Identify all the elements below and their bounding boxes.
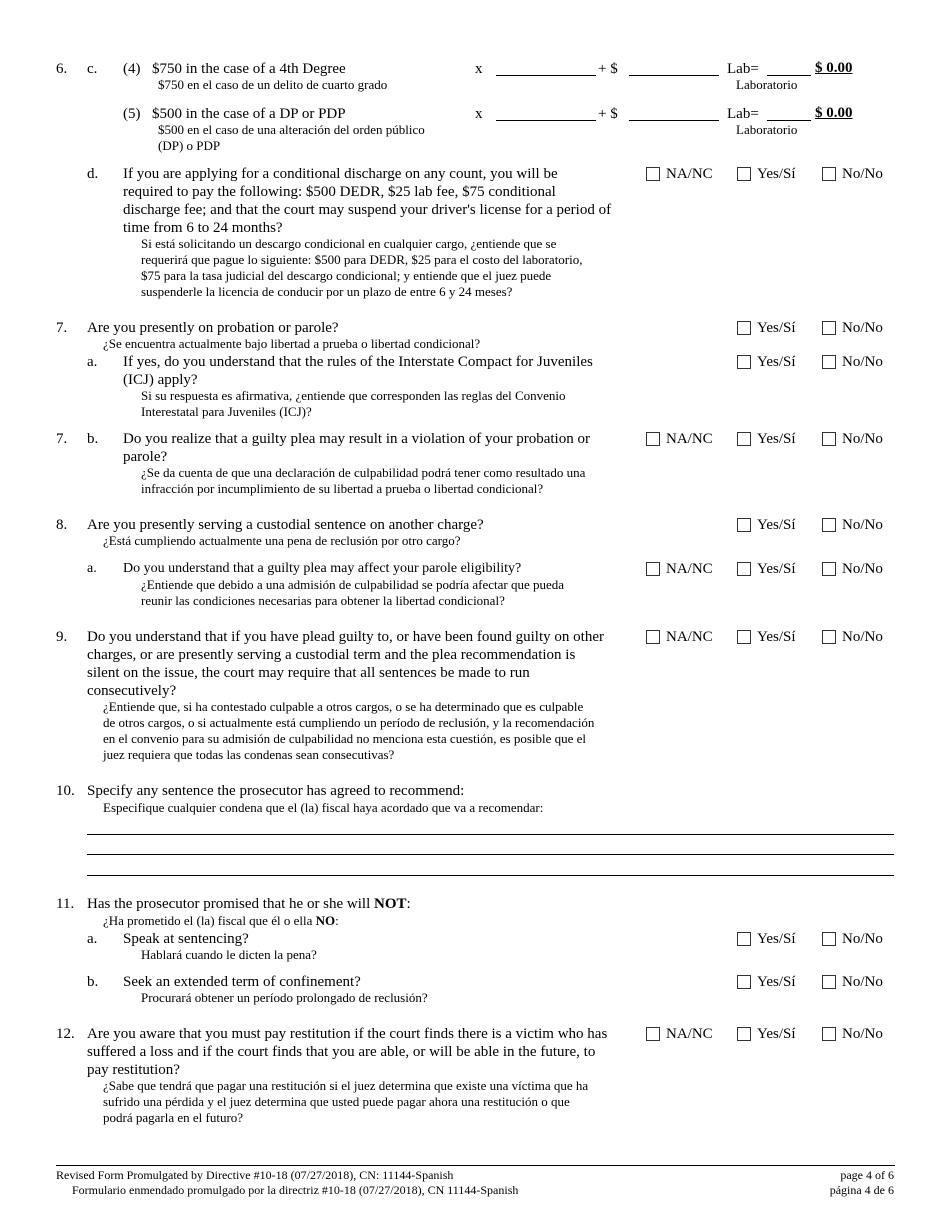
item-6d-text-es-1: Si está solicitando un descargo condicional en cualquier cargo, ¿entiende que se	[141, 236, 557, 251]
yes-checkbox[interactable]	[737, 321, 751, 335]
item-8a-na-option[interactable]	[646, 560, 713, 578]
item-6c5-lab-field[interactable]	[767, 120, 811, 121]
item-9-text-es-3: en el convenio para su admisión de culpabilidad no menciona esta cuestión, es posible que el	[103, 731, 587, 746]
item-8-number: 8.	[56, 517, 68, 533]
na-checkbox[interactable]	[646, 432, 660, 446]
item-8-yes-option[interactable]	[737, 516, 796, 534]
item-6c4-text-es: $750 en el caso de un delito de cuarto grado	[158, 77, 388, 92]
item-10-number: 10.	[56, 783, 75, 799]
item-7b-letter: b.	[87, 431, 99, 447]
no-checkbox[interactable]	[822, 321, 836, 335]
footer-form-info: Revised Form Promulgated by Directive #10-18 (07/27/2018), CN: 11144-Spanish	[56, 1168, 454, 1182]
na-label: NA/NC	[666, 431, 713, 447]
item-11-text-es: ¿Ha prometido el (la) fiscal que él o ella NO:	[103, 913, 339, 928]
item-11-number: 11.	[56, 896, 75, 912]
yes-label: Yes/Sí	[757, 561, 796, 577]
yes-label: Yes/Sí	[757, 629, 796, 645]
yes-checkbox[interactable]	[737, 932, 751, 946]
item-8a-text-es-1: ¿Entiende que debido a una admisión de culpabilidad se podría afectar que pueda	[141, 577, 565, 592]
na-checkbox[interactable]	[646, 1027, 660, 1041]
item-6c4-count-field[interactable]	[496, 75, 596, 76]
item-6c5-text-es-1: $500 en el caso de una alteración del orden público	[158, 122, 425, 137]
no-label: No/No	[842, 931, 883, 947]
yes-checkbox[interactable]	[737, 562, 751, 576]
page-number: page 4 of 6	[840, 1168, 894, 1182]
yes-checkbox[interactable]	[737, 1027, 751, 1041]
yes-label: Yes/Sí	[757, 166, 796, 182]
item-6c5-text: $500 in the case of a DP or PDP	[152, 106, 346, 122]
item-8a-no-option[interactable]	[822, 560, 883, 578]
item-10-text-es: Especifique cualquier condena que el (la) fiscal haya acordado que va a recomendar:	[103, 800, 544, 815]
na-checkbox[interactable]	[646, 630, 660, 644]
item-8-no-option[interactable]	[822, 516, 883, 534]
item-9-text-2: charges, or are presently serving a custodial term and the plea recommendation is	[87, 647, 576, 663]
item-11b-yes-option[interactable]	[737, 973, 796, 991]
item-6c4-amount-field[interactable]	[629, 75, 719, 76]
item-6c5-count-field[interactable]	[496, 120, 596, 121]
item-6d-na-option[interactable]	[646, 165, 713, 183]
item-6c4-number: (4)	[123, 61, 141, 77]
item-6c5-amount-field[interactable]	[629, 120, 719, 121]
item-7b-no-option[interactable]	[822, 430, 883, 448]
yes-label: Yes/Sí	[757, 931, 796, 947]
no-checkbox[interactable]	[822, 167, 836, 181]
item-9-text-es-4: juez requiera que todas las condenas sean consecutivas?	[103, 747, 395, 762]
item-12-na-option[interactable]	[646, 1025, 713, 1043]
no-label: No/No	[842, 629, 883, 645]
item-11a-text-es: Hablará cuando le dicten la pena?	[141, 947, 317, 962]
item-8a-yes-option[interactable]	[737, 560, 796, 578]
lab-label-es: Laboratorio	[736, 122, 798, 137]
item-7b-number: 7.	[56, 431, 68, 447]
item-7-number: 7.	[56, 320, 68, 336]
page-number-es: página 4 de 6	[829, 1183, 894, 1197]
item-9-number: 9.	[56, 629, 68, 645]
item-7b-text-2: parole?	[123, 449, 168, 465]
item-6-number: 6.	[56, 61, 68, 77]
item-6d-letter: d.	[87, 166, 99, 182]
item-6c4-text: $750 in the case of a 4th Degree	[152, 61, 346, 77]
item-7b-text-es-2: infracción por incumplimiento de su libertad a prueba o libertad condicional?	[141, 481, 544, 496]
item-12-no-option[interactable]	[822, 1025, 883, 1043]
item-7b-na-option[interactable]	[646, 430, 713, 448]
no-checkbox[interactable]	[822, 630, 836, 644]
yes-checkbox[interactable]	[737, 518, 751, 532]
item-6d-text-4: time from 6 to 24 months?	[123, 220, 283, 236]
item-7-yes-option[interactable]	[737, 319, 796, 337]
item-7-no-option[interactable]	[822, 319, 883, 337]
item-7a-text-es-1: Si su respuesta es afirmativa, ¿entiende que corresponden las reglas del Convenio	[141, 388, 566, 403]
footer-form-info-es: Formulario enmendado promulgado por la directriz #10-18 (07/27/2018), CN 11144-Spanish	[72, 1183, 519, 1197]
yes-label: Yes/Sí	[757, 517, 796, 533]
item-6d-no-option[interactable]	[822, 165, 883, 183]
item-10-text: Specify any sentence the prosecutor has agreed to recommend:	[87, 783, 465, 799]
item-6c5-text-es-2: (DP) o PDP	[158, 138, 221, 153]
item-12-number: 12.	[56, 1026, 75, 1042]
no-label: No/No	[842, 166, 883, 182]
item-11a-letter: a.	[87, 931, 98, 947]
item-6d-text-es-3: $75 para la tasa judicial del descargo condicional; y entiende que el juez puede	[141, 268, 552, 283]
na-checkbox[interactable]	[646, 167, 660, 181]
item-11b-text: Seek an extended term of confinement?	[123, 974, 361, 990]
item-11b-text-es: Procurará obtener un período prolongado de reclusión?	[141, 990, 428, 1005]
item-7-text: Are you presently on probation or parole?	[87, 320, 339, 336]
yes-checkbox[interactable]	[737, 432, 751, 446]
no-label: No/No	[842, 517, 883, 533]
item-6c-letter: c.	[87, 61, 98, 77]
recommendation-line-1[interactable]	[87, 834, 894, 835]
item-6c5-number: (5)	[123, 106, 141, 122]
item-8a-text-es-2: reunir las condiciones necesarias para obtener la libertad condicional?	[141, 593, 505, 608]
item-12-text-es-2: sufrido una pérdida y el juez determina que usted puede pagar ahora una restitución o que	[103, 1094, 570, 1109]
plus-dollar-label: + $	[598, 106, 618, 122]
item-12-text-3: pay restitution?	[87, 1062, 180, 1078]
item-6d-text-1: If you are applying for a conditional discharge on any count, you will be	[123, 166, 558, 182]
no-label: No/No	[842, 974, 883, 990]
item-8-text: Are you presently serving a custodial sentence on another charge?	[87, 517, 484, 533]
yes-checkbox[interactable]	[737, 630, 751, 644]
footer-divider	[56, 1165, 895, 1166]
no-label: No/No	[842, 561, 883, 577]
item-8-text-es: ¿Está cumpliendo actualmente una pena de reclusión por otro cargo?	[103, 533, 461, 548]
na-label: NA/NC	[666, 166, 713, 182]
lab-label-es: Laboratorio	[736, 77, 798, 92]
item-11a-yes-option[interactable]	[737, 930, 796, 948]
multiply-sign: x	[475, 106, 483, 122]
item-7a-text-es-2: Interestatal para Juveniles (ICJ)?	[141, 404, 312, 419]
plus-dollar-label: + $	[598, 61, 618, 77]
recommendation-line-3[interactable]	[87, 875, 894, 876]
no-label: No/No	[842, 354, 883, 370]
na-label: NA/NC	[666, 629, 713, 645]
item-6c4-total: $ 0.00	[815, 60, 853, 76]
no-label: No/No	[842, 1026, 883, 1042]
no-checkbox[interactable]	[822, 355, 836, 369]
no-checkbox[interactable]	[822, 562, 836, 576]
item-9-text-4: consecutively?	[87, 683, 177, 699]
yes-label: Yes/Sí	[757, 320, 796, 336]
item-11-text: Has the prosecutor promised that he or she will NOT:	[87, 896, 411, 912]
yes-checkbox[interactable]	[737, 355, 751, 369]
item-9-text-es-1: ¿Entiende que, si ha contestado culpable a otros cargos, o se ha determinado que es culpable	[103, 699, 584, 714]
item-7b-text-1: Do you realize that a guilty plea may result in a violation of your probation or	[123, 431, 590, 447]
item-12-text-es-3: podrá pagarla en el futuro?	[103, 1110, 244, 1125]
na-label: NA/NC	[666, 561, 713, 577]
item-6d-text-2: required to pay the following: $500 DEDR, $25 lab fee, $75 conditional	[123, 184, 556, 200]
item-9-no-option[interactable]	[822, 628, 883, 646]
yes-checkbox[interactable]	[737, 975, 751, 989]
item-12-yes-option[interactable]	[737, 1025, 796, 1043]
na-checkbox[interactable]	[646, 562, 660, 576]
item-6c5-total: $ 0.00	[815, 105, 853, 121]
item-11b-letter: b.	[87, 974, 99, 990]
no-label: No/No	[842, 431, 883, 447]
item-7b-text-es-1: ¿Se da cuenta de que una declaración de culpabilidad podrá tener como resultado una	[141, 465, 586, 480]
multiply-sign: x	[475, 61, 483, 77]
no-checkbox[interactable]	[822, 975, 836, 989]
item-6d-text-es-4: suspenderle la licencia de conducir por un plazo de entre 6 y 24 meses?	[141, 284, 513, 299]
item-11a-no-option[interactable]	[822, 930, 883, 948]
item-9-text-es-2: de otros cargos, o si actualmente está cumpliendo un período de reclusión, y la recomendación	[103, 715, 595, 730]
item-7-text-es: ¿Se encuentra actualmente bajo libertad a prueba o libertad condicional?	[103, 336, 481, 351]
yes-label: Yes/Sí	[757, 431, 796, 447]
item-6c4-lab-field[interactable]	[767, 75, 811, 76]
no-label: No/No	[842, 320, 883, 336]
yes-label: Yes/Sí	[757, 974, 796, 990]
item-8a-letter: a.	[87, 561, 97, 576]
no-checkbox[interactable]	[822, 432, 836, 446]
item-8a-text: Do you understand that a guilty plea may affect your parole eligibility?	[123, 561, 522, 576]
item-7a-letter: a.	[87, 354, 98, 370]
na-label: NA/NC	[666, 1026, 713, 1042]
item-7a-yes-option[interactable]	[737, 353, 796, 371]
recommendation-line-2[interactable]	[87, 854, 894, 855]
item-12-text-es-1: ¿Sabe que tendrá que pagar una restitución si el juez determina que existe una víctima que ha	[103, 1078, 589, 1093]
item-9-na-option[interactable]	[646, 628, 713, 646]
item-7a-text-2: (ICJ) apply?	[123, 372, 198, 388]
item-9-text-1: Do you understand that if you have plead guilty to, or have been found guilty on other	[87, 629, 604, 645]
yes-label: Yes/Sí	[757, 1026, 796, 1042]
item-9-yes-option[interactable]	[737, 628, 796, 646]
item-7b-yes-option[interactable]	[737, 430, 796, 448]
item-12-text-2: suffered a loss and if the court finds that you are able, or will be able in the future, to	[87, 1044, 596, 1060]
yes-checkbox[interactable]	[737, 167, 751, 181]
item-6d-text-es-2: requerirá que pague lo siguiente: $500 para DEDR, $25 para el costo del laboratorio,	[141, 252, 583, 267]
lab-label: Lab=	[727, 61, 759, 77]
no-checkbox[interactable]	[822, 518, 836, 532]
item-6d-yes-option[interactable]	[737, 165, 796, 183]
yes-label: Yes/Sí	[757, 354, 796, 370]
no-checkbox[interactable]	[822, 1027, 836, 1041]
no-checkbox[interactable]	[822, 932, 836, 946]
item-12-text-1: Are you aware that you must pay restitution if the court finds there is a victim who has	[87, 1026, 608, 1042]
item-7a-no-option[interactable]	[822, 353, 883, 371]
lab-label: Lab=	[727, 106, 759, 122]
item-11b-no-option[interactable]	[822, 973, 883, 991]
item-7a-text-1: If yes, do you understand that the rules of the Interstate Compact for Juveniles	[123, 354, 593, 370]
item-6d-text-3: discharge fee; and that the court may suspend your driver's license for a period of	[123, 202, 612, 218]
item-9-text-3: silent on the issue, the court may require that all sentences be made to run	[87, 665, 530, 681]
item-11a-text: Speak at sentencing?	[123, 931, 249, 947]
